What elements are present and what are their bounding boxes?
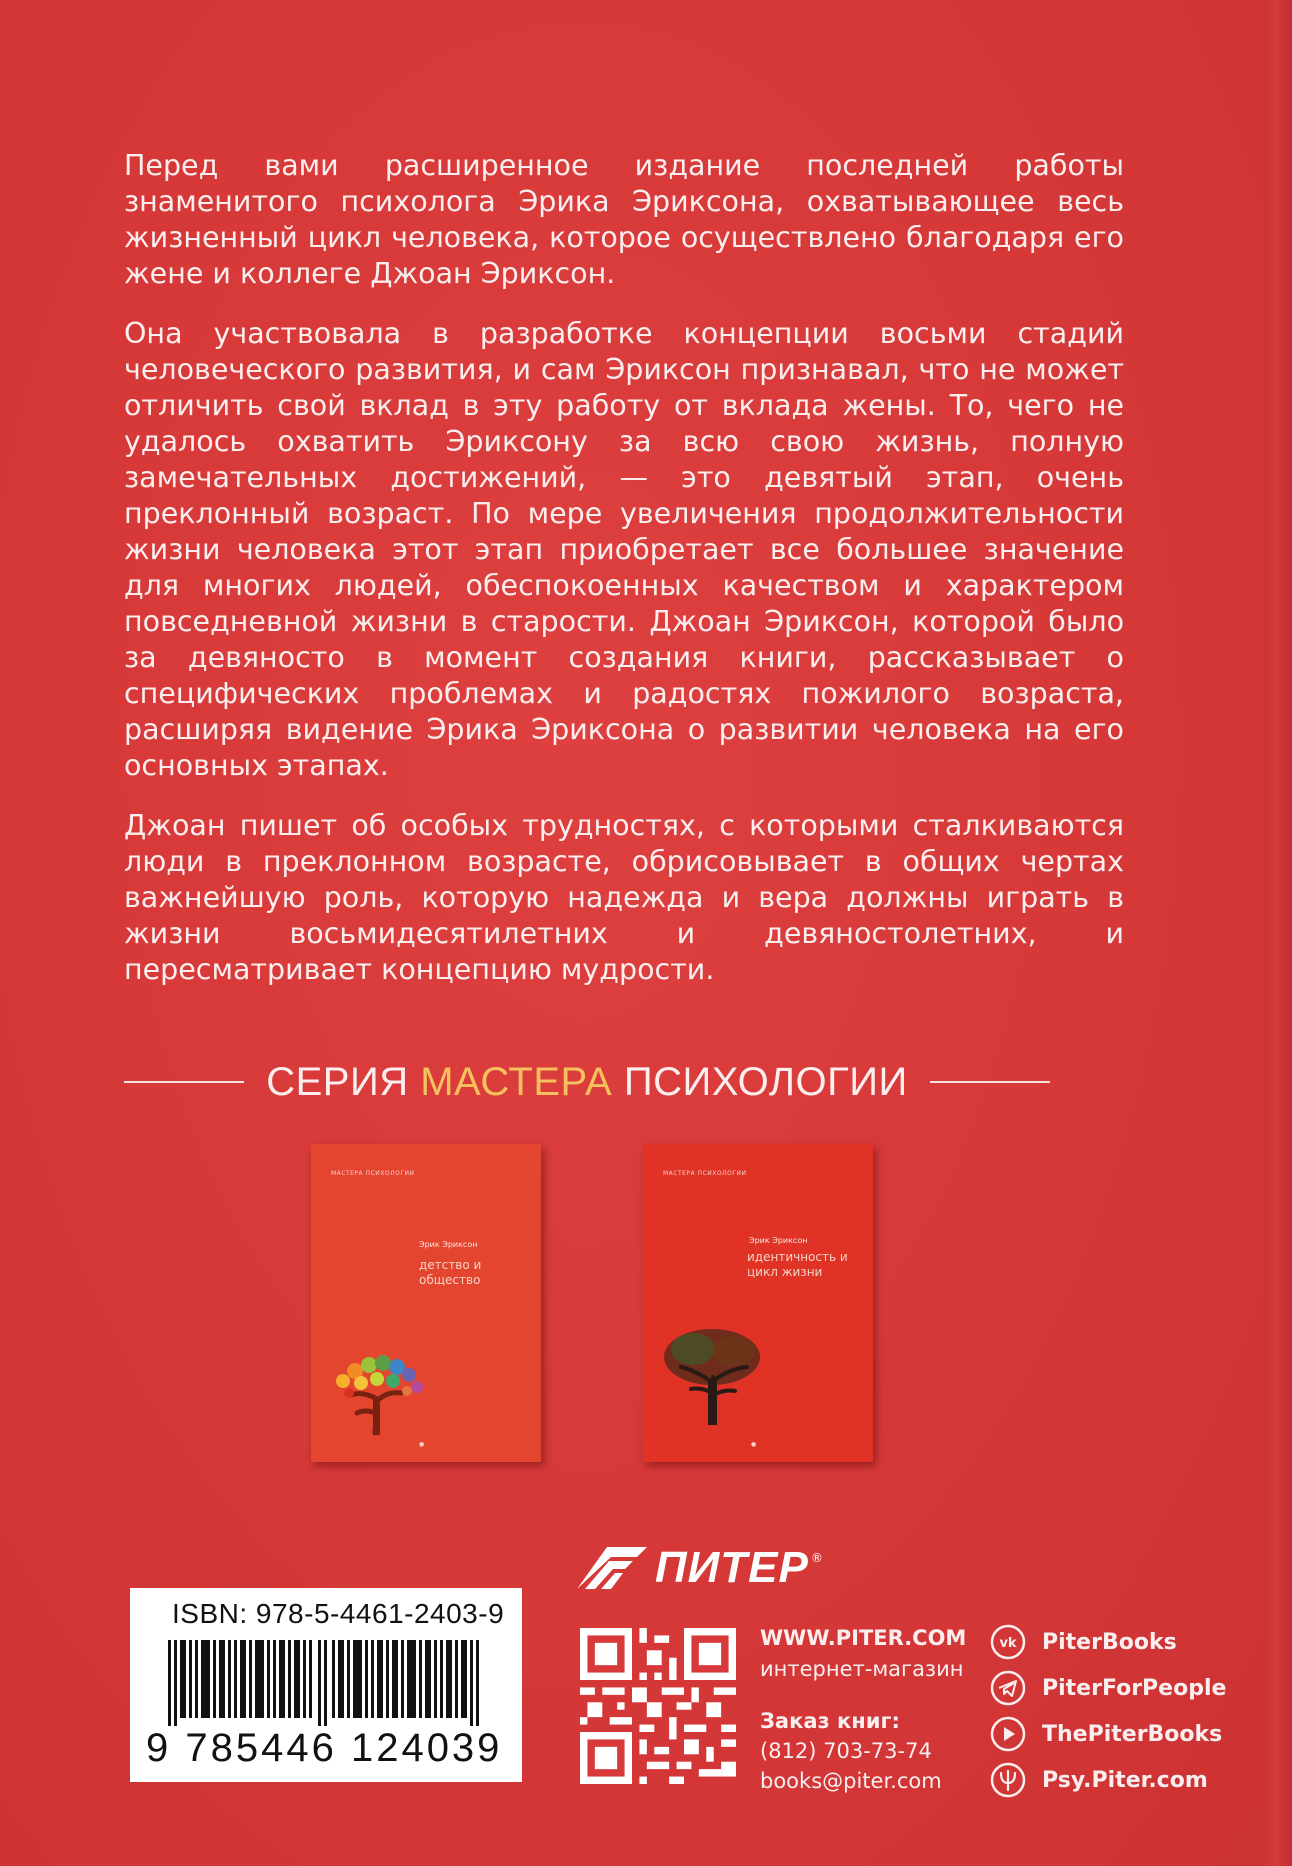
book-series-line: МАСТЕРА ПСИХОЛОГИИ [663,1170,747,1177]
order-email[interactable]: books@piter.com [760,1769,942,1793]
social-youtube[interactable] [990,1711,1226,1757]
social-psy-label: Psy.Piter.com [1042,1767,1208,1793]
series-book-2 [643,1144,873,1462]
book-title: детство и общество [419,1258,482,1287]
telegram-icon [990,1670,1026,1706]
social-links [990,1619,1226,1803]
isbn-label: ISBN: 978-5-4461-2403-9 [172,1598,505,1629]
piter-logo-icon [573,1543,649,1593]
book-author: Эрик Эриксон [419,1240,478,1249]
isbn-barcode-box [130,1588,522,1782]
book-publisher-mark: ● [751,1441,757,1448]
psi-icon [990,1762,1026,1798]
series-suffix: ПСИХОЛОГИИ [623,1059,908,1104]
book-series-line: МАСТЕРА ПСИХОЛОГИИ [331,1170,415,1177]
dark-tree-icon [657,1319,767,1429]
blurb-paragraph-3: Джоан пишет об особых трудностях, с которыми сталкиваются люди в преклонном возрасте, обрисовывает в общих чертах важнейшую роль, которую надежда и вера должны играть в жизни восьмидесятилетних и девяностолетних, и пересматривает концепцию мудрости. [124,809,1124,986]
series-rule-left [124,1081,244,1083]
ean-digits: 9 785446 124039 [146,1726,503,1770]
book-author: Эрик Эриксон [749,1236,808,1245]
publisher-name: ПИТЕР [655,1543,809,1592]
publisher-logo [573,1543,823,1593]
series-prefix: СЕРИЯ [266,1059,409,1104]
blurb-paragraph-2: Она участвовала в разработке концепции восьми стадий человеческого развития, и сам Эриксон признавал, что не может отличить свой вклад в эту работу от вклада жены. То, чего не удалось охватить Эриксону за всю свою жизнь, полную замечательных достижений, — это девятый этап, очень преклонный возраст. По мере увеличения продолжительности жизни человека этот этап приобретает все большее значение для многих людей, обеспокоенных качеством и характером повседневной жизни в старости. Джоан Эриксон, которой было за девяносто в момент создания книги, рассказывает о специфических проблемах и радостях пожилого возраста, расширяя видение Эрика Эриксона о развитии человека на его основных этапах. [124,317,1124,782]
social-telegram-label: PiterForPeople [1042,1675,1227,1701]
series-label [244,1060,930,1105]
contact-block [760,1622,966,1796]
spine-edge [1264,0,1292,1866]
blurb [124,148,1124,1012]
barcode-icon [168,1640,488,1726]
order-phone[interactable]: (812) 703-73-74 [760,1739,932,1763]
registered-mark: ® [810,1551,823,1565]
website-link[interactable]: WWW.PITER.COM [760,1626,967,1650]
social-telegram[interactable] [990,1665,1226,1711]
social-vk[interactable] [990,1619,1226,1665]
social-psy[interactable] [990,1757,1226,1803]
book-publisher-mark: ● [419,1441,425,1448]
series-banner [124,1052,1050,1112]
series-rule-right [930,1081,1050,1083]
social-vk-label: PiterBooks [1042,1629,1177,1655]
svg-text:vk: vk [999,1636,1017,1651]
vk-icon [990,1624,1026,1660]
youtube-play-icon [990,1716,1026,1752]
website-caption: интернет-магазин [760,1657,964,1681]
qr-code-icon [580,1628,736,1784]
colorful-tree-icon [321,1329,431,1439]
series-accent: МАСТЕРА [420,1059,613,1104]
series-book-1 [311,1144,541,1462]
book-title: идентичность и цикл жизни [747,1250,848,1279]
social-youtube-label: ThePiterBooks [1042,1721,1223,1747]
blurb-paragraph-1: Перед вами расширенное издание последней работы знаменитого психолога Эрика Эриксона, охватывающее весь жизненный цикл человека, которое осуществлено благодаря его жене и коллеге Джоан Эриксон. [124,149,1124,290]
order-label: Заказ книг: [760,1709,900,1733]
